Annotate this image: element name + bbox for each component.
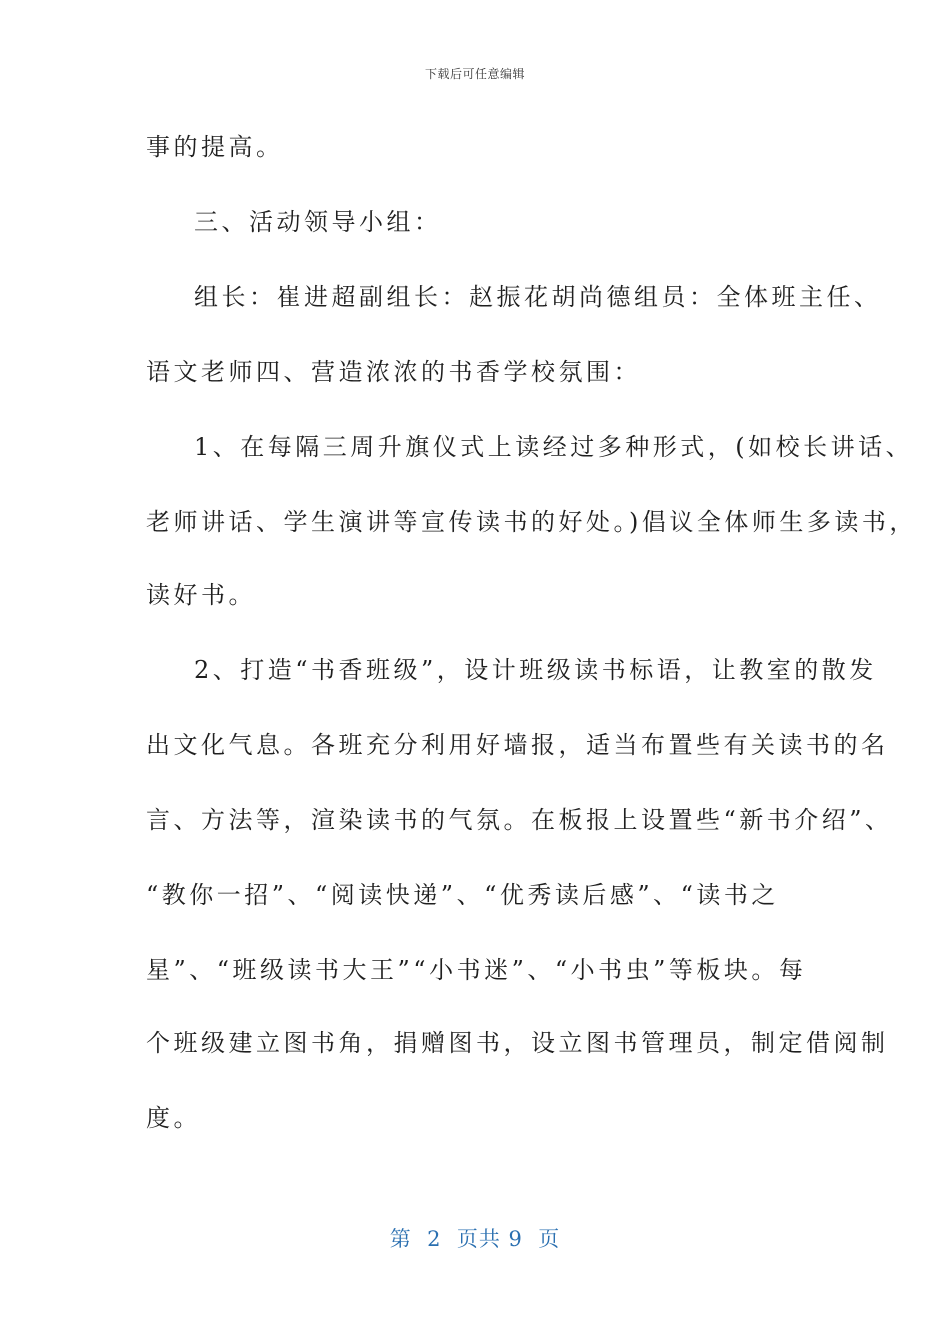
body-line: 出文化气息。各班充分利用好墙报，适当布置些有关读书的名 bbox=[146, 731, 889, 759]
body-line: 老师讲话、学生演讲等宣传读书的好处。)倡议全体师生多读书， bbox=[146, 508, 917, 536]
body-line: 1、在每隔三周升旗仪式上读经过多种形式，(如校长讲话、 bbox=[194, 433, 914, 461]
body-line: 事的提高。 bbox=[146, 133, 284, 161]
page-header: 下载后可任意编辑 bbox=[424, 67, 525, 81]
body-line: 个班级建立图书角，捐赠图书，设立图书管理员，制定借阅制 bbox=[146, 1029, 889, 1057]
page-number: 第 2 页共 9 页 bbox=[389, 1227, 561, 1251]
body-line: 2、打造“书香班级”，设计班级读书标语，让教室的散发 bbox=[194, 656, 877, 684]
body-line: 度。 bbox=[146, 1104, 201, 1132]
body-line: 言、方法等，渲染读书的气氛。在板报上设置些“新书介绍”、 bbox=[146, 806, 893, 834]
body-line: 星”、“班级读书大王”“小书迷”、“小书虫”等板块。每 bbox=[146, 956, 807, 984]
section-heading: 三、活动领导小组： bbox=[194, 208, 442, 236]
body-line: 组长：崔进超副组长：赵振花胡尚德组员：全体班主任、 bbox=[194, 283, 882, 311]
body-line: 读好书。 bbox=[146, 581, 256, 609]
body-line: 语文老师四、营造浓浓的书香学校氛围： bbox=[146, 358, 641, 386]
body-line: “教你一招”、“阅读快递”、“优秀读后感”、“读书之 bbox=[146, 881, 779, 909]
